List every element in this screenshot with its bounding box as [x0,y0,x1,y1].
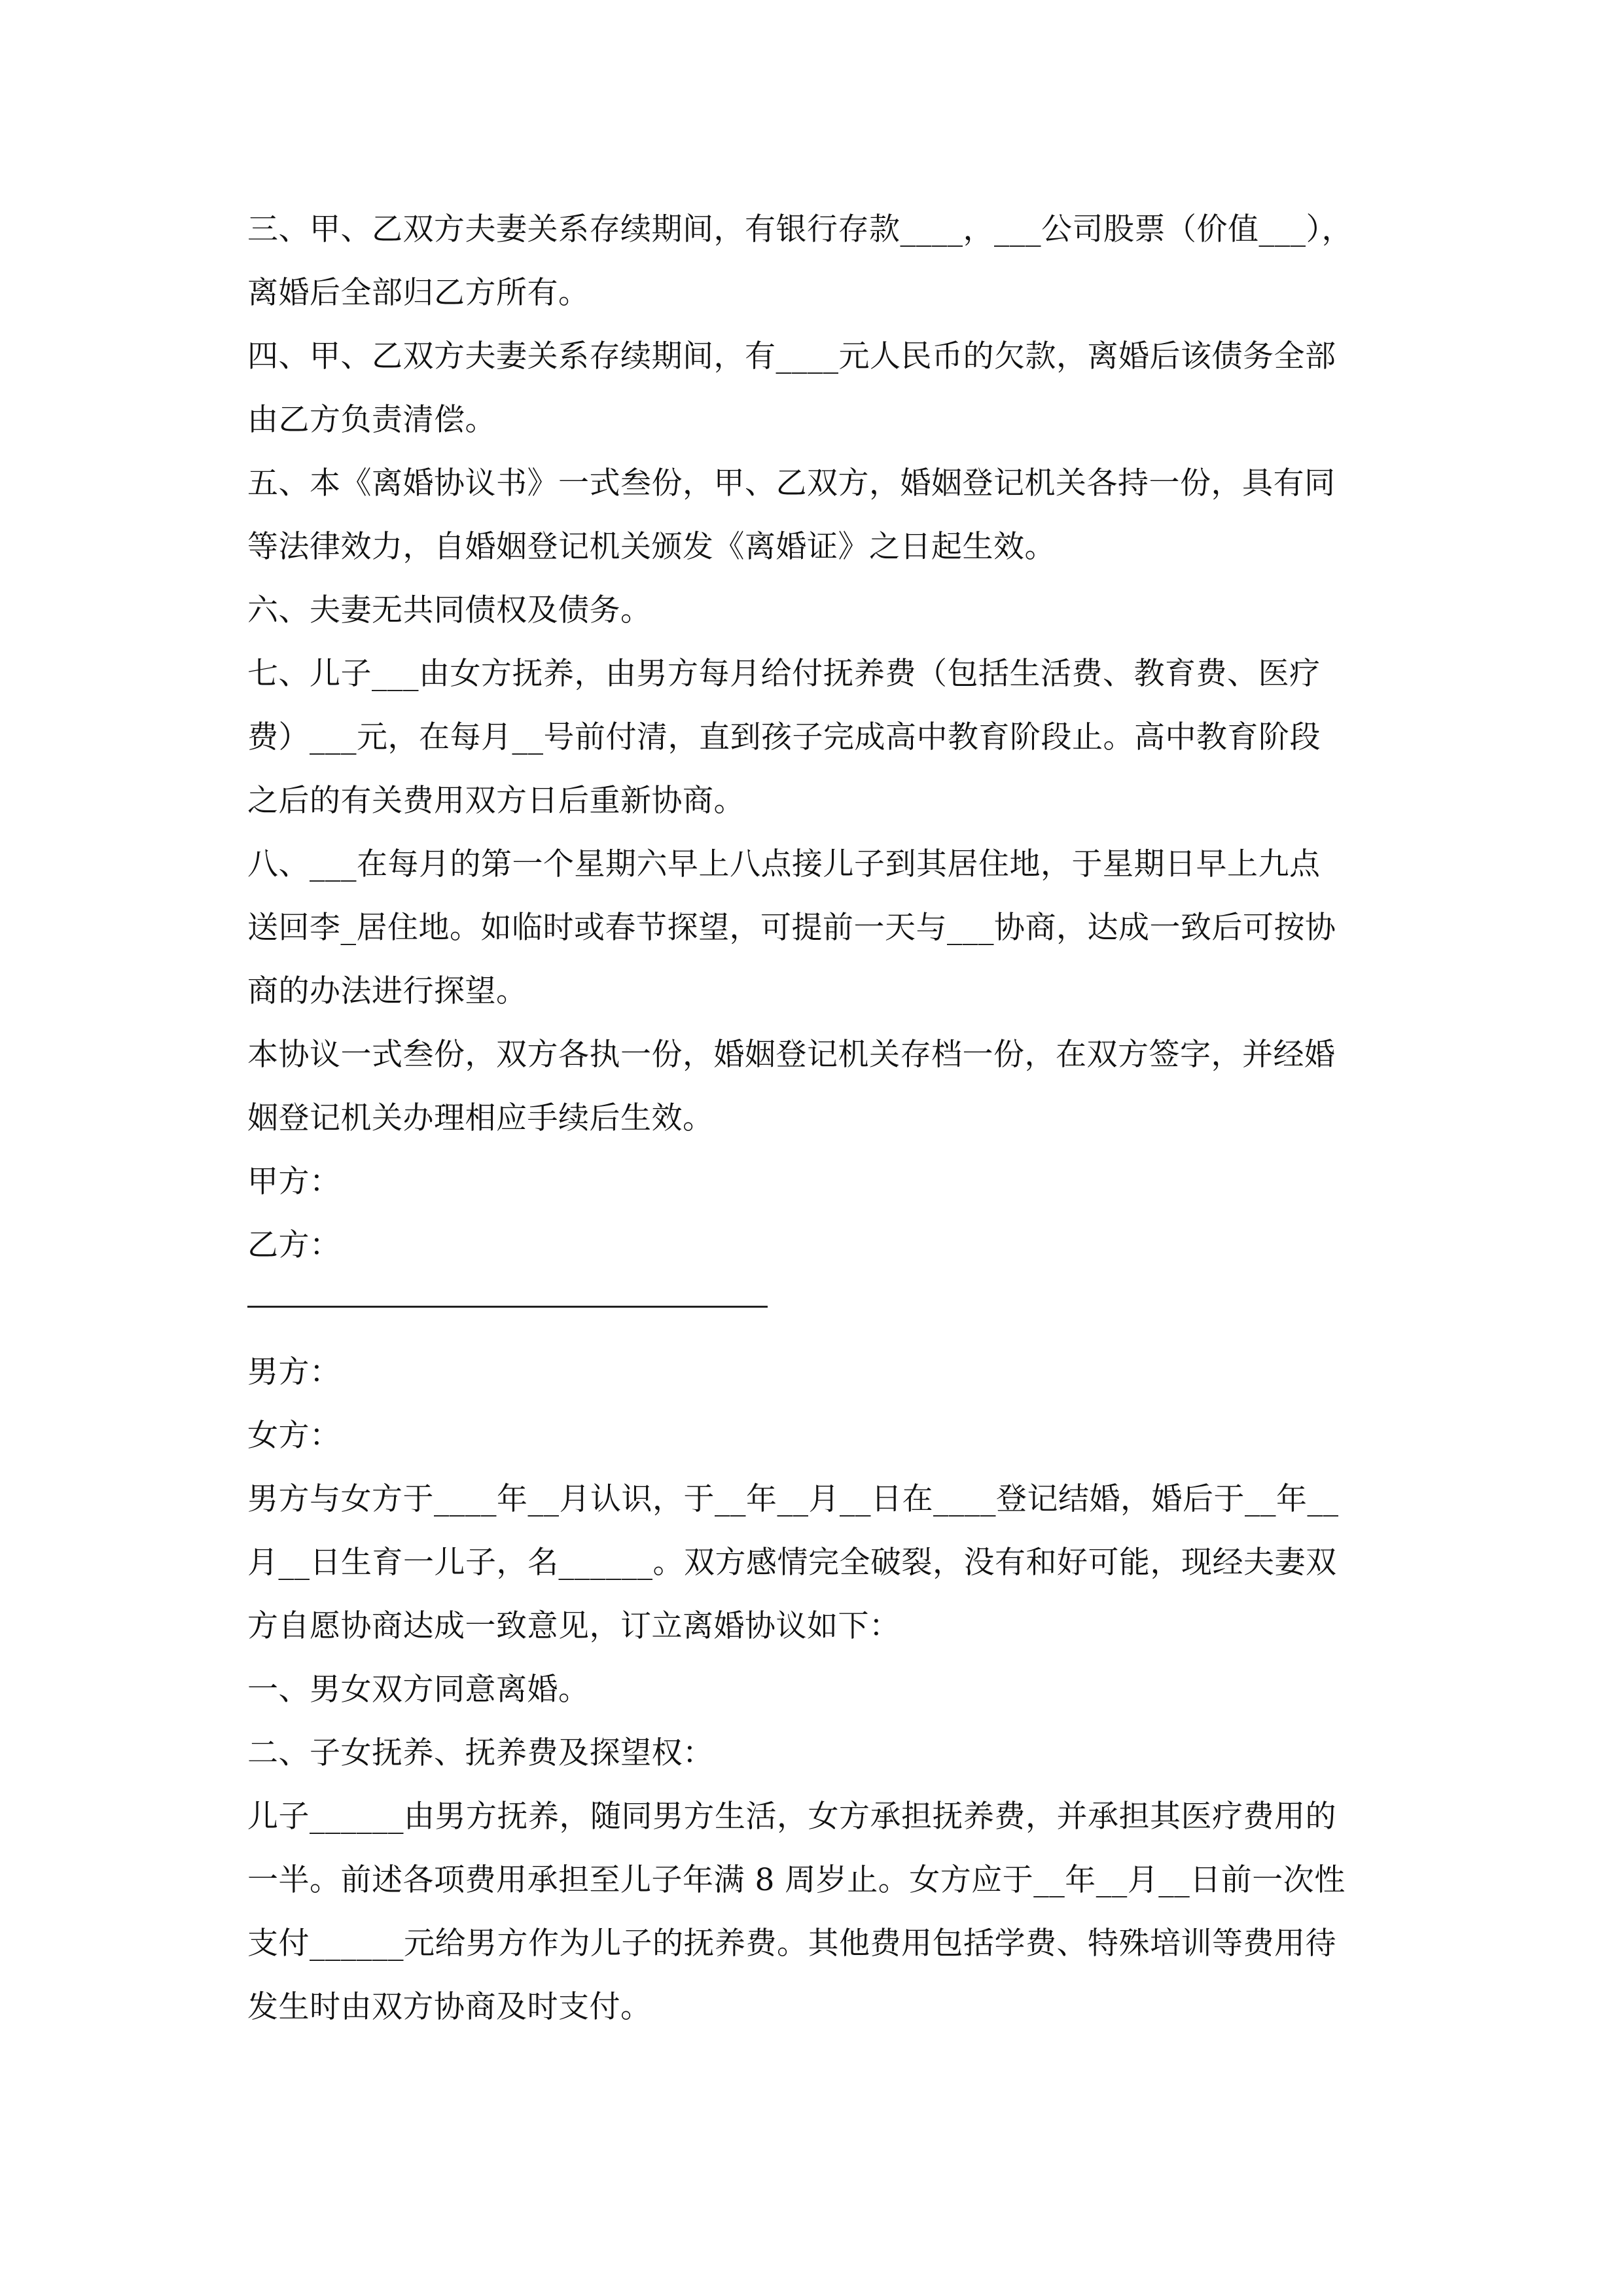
text-line: 商的办法进行探望。 [247,973,527,1009]
text-line: 姻登记机关办理相应手续后生效。 [247,1100,714,1136]
text-line: 方自愿协商达成一致意见，订立离婚协议如下： [247,1608,901,1644]
text-line: 支付______元给男方作为儿子的抚养费。其他费用包括学费、特殊培训等费用待 [247,1926,1336,1962]
text-line: 二、子女抚养、抚养费及探望权： [247,1735,714,1771]
text-line: 等法律效力，自婚姻登记机关颁发《离婚证》之日起生效。 [247,529,1056,565]
section-separator [247,1277,1389,1340]
text-line: 发生时由双方协商及时支付。 [247,1989,652,2025]
wife-label: 女方： [247,1418,341,1454]
text-line: 费）___元，在每月__号前付清，直到孩子完成高中教育阶段止。高中教育阶段 [247,719,1321,755]
text-line: 月__日生育一儿子，名______。双方感情完全破裂，没有和好可能，现经夫妻双 [247,1545,1337,1581]
text-line: 八、___在每月的第一个星期六早上八点接儿子到其居住地，于星期日早上九点 [247,846,1321,882]
separator-rule [247,1306,768,1308]
text-line: 一、男女双方同意离婚。 [247,1672,590,1708]
text-line: 三、甲、乙双方夫妻关系存续期间，有银行存款____，___公司股票（价值___）， [247,211,1353,247]
text-line: 之后的有关费用双方日后重新协商。 [247,783,745,819]
party-b-label: 乙方： [247,1227,341,1263]
text-line: 送回李_居住地。如临时或春节探望，可提前一天与___协商，达成一致后可按协 [247,910,1336,946]
husband-label: 男方： [247,1354,341,1390]
text-line: 七、儿子___由女方抚养，由男方每月给付抚养费（包括生活费、教育费、医疗 [247,656,1321,692]
text-line: 四、甲、乙双方夫妻关系存续期间，有____元人民币的欠款，离婚后该债务全部 [247,338,1336,374]
text-line: 男方与女方于____年__月认识，于__年__月__日在____登记结婚，婚后于__年__ [247,1481,1339,1517]
party-a-label: 甲方： [247,1164,341,1200]
text-line: 儿子______由男方抚养，随同男方生活，女方承担抚养费，并承担其医疗费用的 [247,1799,1336,1835]
text-line: 本协议一式叁份，双方各执一份，婚姻登记机关存档一份，在双方签字，并经婚 [247,1037,1336,1073]
text-line: 离婚后全部归乙方所有。 [247,275,590,311]
text-line: 一半。前述各项费用承担至儿子年满 8 周岁止。女方应于__年__月__日前一次性 [247,1862,1346,1898]
text-line: 六、夫妻无共同债权及债务。 [247,592,652,628]
text-line: 五、本《离婚协议书》一式叁份，甲、乙双方，婚姻登记机关各持一份，具有同 [247,465,1336,501]
text-line: 由乙方负责清偿。 [247,402,496,438]
document-page [247,198,1389,2039]
